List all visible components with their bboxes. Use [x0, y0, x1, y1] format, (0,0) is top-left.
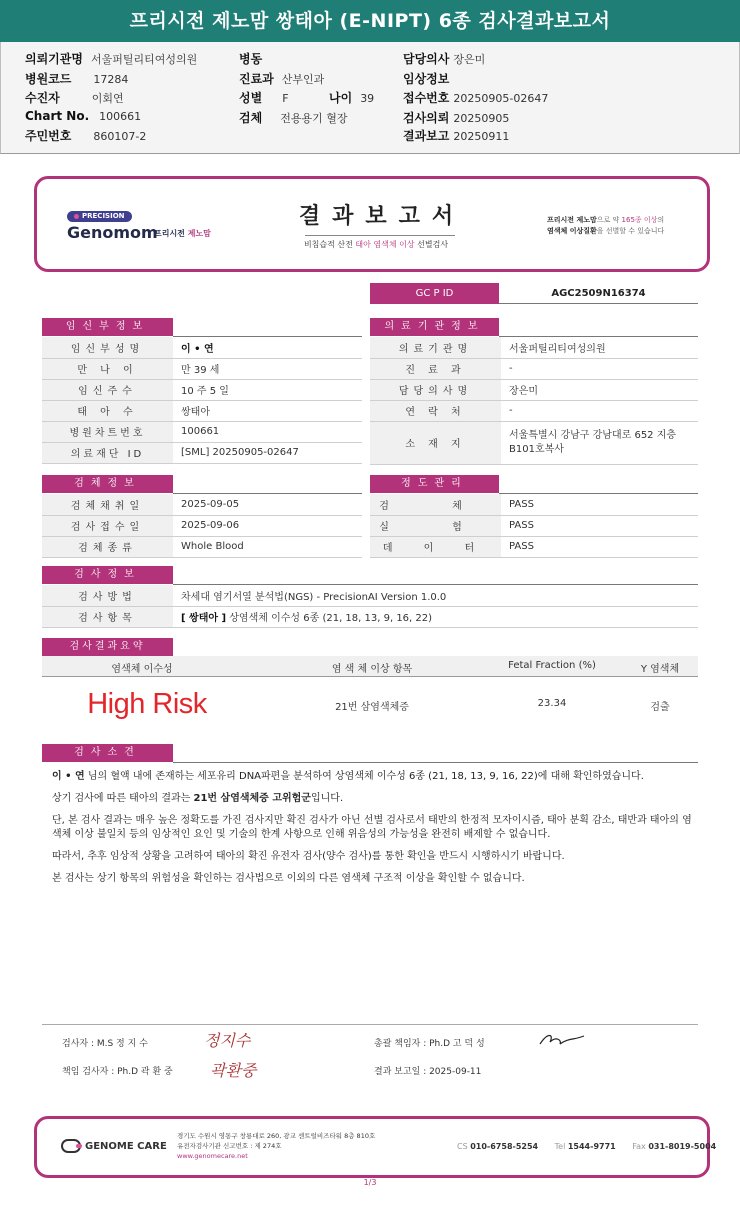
chart-no-field: [25, 109, 141, 129]
age-field: [329, 89, 374, 109]
finding-paragraph: [52, 792, 698, 806]
finding-p2-post: 입니다.: [310, 793, 344, 804]
right-note-post: 의: [657, 216, 665, 224]
right-note-line2-bold: 염색체 이상질환: [547, 227, 597, 235]
table-row: [370, 421, 698, 464]
col-y-chromosome: Y 염색체: [640, 664, 680, 675]
institution-label: 의뢰기관명: [25, 52, 83, 66]
summary-row: [42, 678, 698, 734]
tester-handwritten-signature: 정지수: [204, 1031, 251, 1050]
row-key: 담당의사명: [370, 379, 501, 400]
test-method: 차세대 염기서열 분석법(NGS) - PrecisionAI Version 1.0.0: [173, 585, 698, 606]
finding-paragraph: 따라서, 추후 임상적 상황을 고려하여 태아의 확진 유전자 검사(양수 검사)를 통한 확인을 반드시 시행하시기 바랍니다.: [52, 851, 565, 862]
fax-label: Fax: [632, 1142, 646, 1151]
tel-number: 1544-9771: [567, 1142, 616, 1151]
genomom-logo: Genomom: [67, 223, 158, 242]
table-row: [370, 515, 698, 536]
finding-p2-bold: 21번 삼염색체증 고위험군: [193, 793, 311, 804]
report-sub-post: 선별검사: [414, 240, 449, 249]
clinic-info-table: [370, 337, 698, 465]
hospital-code-value: 17284: [93, 73, 129, 86]
pregnant-info-table: [42, 337, 362, 464]
gcpid-value: AGC2509N16374: [499, 283, 698, 304]
table-row: [370, 337, 698, 358]
signature-rule: [42, 1024, 698, 1025]
table-row: [42, 337, 362, 358]
ward-field: [239, 50, 270, 70]
dept-field: [239, 70, 324, 90]
dept-value: 산부인과: [281, 73, 325, 86]
specimen-label: 검체: [239, 111, 263, 125]
row-value: 장은미: [501, 379, 698, 400]
abnormal-item: 21번 삼염색체증: [335, 702, 409, 713]
patient-field: [25, 89, 124, 109]
report-sub-hl: 태아 염색체 이상: [355, 240, 415, 249]
clinic-info-header: 의료기관정보: [370, 318, 499, 336]
qc-table: [370, 494, 698, 558]
finding-paragraph: 단, 본 검사 결과는 매우 높은 정확도를 가진 검사지만 확진 검사가 아닌 선별 검사로서 태반의 한정적 모자이시즘, 태아 분획 감소, 태반과 태아의 염색체 이상 불일치 등의 임상적인 요인 및 기술의 한계 사항으로 인해 위음성의 가능성을 완전히 배제할 수 없습니다.: [52, 815, 692, 840]
rrn-label: 주민번호: [25, 129, 72, 143]
sex-field: [239, 89, 289, 109]
genomom-logo-sub: [154, 228, 211, 239]
test-info-header: 검사정보: [42, 566, 173, 584]
row-value: Whole Blood: [173, 536, 362, 557]
test-item-text: 상염색체 이수성 6종 (21, 18, 13, 9, 16, 22): [226, 613, 433, 624]
hospital-code-label: 병원코드: [25, 72, 72, 86]
director-handwritten-signature: 곽환중: [210, 1061, 257, 1080]
test-item-bold: [ 쌍태아 ]: [181, 613, 227, 624]
table-row: [42, 442, 362, 463]
cs-number: 010-6758-5254: [470, 1142, 539, 1151]
rrn-field: [25, 127, 146, 147]
receipt-label: 접수번호: [403, 91, 450, 105]
row-key: 병원차트번호: [42, 421, 173, 442]
row-value: 2025-09-05: [173, 494, 362, 515]
institution-value: 서울퍼틸리티여성의원: [90, 53, 198, 66]
patient-info-panel: [0, 42, 740, 154]
report-date-signature: 결과 보고일 : 2025-09-11: [374, 1067, 482, 1077]
clinical-field: [403, 70, 457, 90]
section-rule: [173, 762, 698, 763]
precision-pill-text: PRECISION: [82, 212, 125, 220]
row-key: 임신부성명: [42, 337, 173, 358]
finding-p1: 님의 혈액 내에 존재하는 세포유리 DNA파편을 분석하여 상염색체 이수성 6종 (21, 18, 13, 9, 16, 22)에 대해 확인하였습니다.: [84, 771, 644, 782]
row-key: 검체채취일: [42, 494, 173, 515]
sex-value: F: [282, 92, 289, 105]
col-fetal-fraction: Fetal Fraction (%): [508, 660, 596, 671]
report-title: 결과보고서: [298, 204, 466, 229]
test-info-table: [42, 585, 698, 628]
row-key: 의료기관명: [370, 337, 501, 358]
table-row: [42, 494, 362, 515]
pregnant-info-header: 임신부정보: [42, 318, 173, 336]
precision-pill: [67, 211, 132, 222]
logo-sub-hl: 제노맘: [187, 229, 211, 238]
dot-icon: [74, 214, 79, 219]
table-row: [42, 400, 362, 421]
patient-label: 수진자: [25, 91, 60, 105]
table-row: [370, 400, 698, 421]
right-note-pre: 으로 약: [596, 216, 622, 224]
row-key: 만 나 이: [42, 358, 173, 379]
logo-sub-pre: 프리시전: [154, 229, 188, 238]
specimen-info-table: [42, 494, 362, 558]
director-signature: 책임 검사자 : Ph.D 곽 환 중: [62, 1067, 173, 1077]
report-sub-pre: 비침습적 산전: [303, 240, 356, 249]
row-key: 진 료 과: [370, 358, 501, 379]
row-value: 쌍태아: [173, 400, 362, 421]
row-value: [501, 421, 698, 464]
institution-field: [25, 50, 197, 70]
clinical-label: 임상정보: [403, 72, 450, 86]
table-row: [370, 379, 698, 400]
request-label: 검사의뢰: [403, 111, 450, 125]
address-line-1: 서울특별시 강남구 강남대로 652 지층: [509, 429, 677, 441]
dept-label: 진료과: [239, 72, 274, 86]
finding-patient-name: 이 • 연: [52, 771, 85, 782]
summary-table-header: [42, 656, 698, 677]
table-row: [42, 606, 698, 627]
right-note-hl: 165종 이상: [621, 216, 658, 224]
footer-contact: [457, 1142, 730, 1151]
genome-care-logo-icon: [61, 1139, 81, 1153]
row-value: PASS: [501, 515, 698, 536]
row-key: 검사방법: [42, 585, 173, 606]
tel-label: Tel: [554, 1142, 566, 1151]
row-value: -: [501, 400, 698, 421]
request-field: [403, 109, 509, 129]
doctor-field: [403, 50, 485, 70]
row-value: [SML] 20250905-02647: [173, 442, 362, 463]
table-row: [370, 536, 698, 557]
tester-signature: 검사자 : M.S 정 지 수: [62, 1039, 148, 1049]
hospital-code-field: [25, 70, 128, 90]
row-value: 2025-09-06: [173, 515, 362, 536]
footer-address-line-1: 경기도 수원시 영통구 창룡대로 260, 광교 센트럴비즈타워 8층 810호: [177, 1132, 376, 1140]
footer-url: www.genomecare.net: [177, 1152, 248, 1160]
row-value: PASS: [501, 494, 698, 515]
chart-no-value: 100661: [99, 110, 142, 123]
sex-label: 성별: [239, 91, 263, 105]
row-value: 만 39 세: [173, 358, 362, 379]
row-key: 소 재 지: [370, 421, 501, 464]
request-value: 20250905: [453, 112, 510, 125]
table-row: [42, 585, 698, 606]
doctor-label: 담당의사: [403, 52, 450, 66]
report-date-label: 결과보고: [403, 129, 450, 143]
finding-p2-pre: 상기 검사에 따른 태아의 결과는: [52, 793, 194, 804]
findings-header: 검사소견: [42, 744, 173, 762]
report-date-field: [403, 127, 509, 147]
row-value: 10 주 5 일: [173, 379, 362, 400]
row-key: 검사접수일: [42, 515, 173, 536]
qc-header: 정도관리: [370, 475, 499, 493]
specimen-field: [239, 109, 347, 129]
chart-no-label: Chart No.: [25, 109, 90, 123]
row-key: 검체종류: [42, 536, 173, 557]
footer-address-line-2: 유전자검사기관 신고번호 : 제 274호: [177, 1142, 282, 1150]
row-value: 100661: [173, 421, 362, 442]
finding-paragraph: [52, 770, 698, 784]
ward-label: 병동: [239, 52, 263, 66]
table-row: [42, 536, 362, 557]
col-abnormal-item: 염 색 체 이상 항목: [331, 664, 413, 675]
cs-label: CS: [457, 1142, 468, 1151]
genome-care-logo-text: GENOME CARE: [85, 1141, 167, 1152]
row-key: 검사항목: [42, 606, 173, 627]
risk-result: High Risk: [87, 688, 207, 720]
report-right-note: [547, 215, 697, 237]
age-label: 나이: [329, 91, 353, 105]
fetal-fraction: 23.34: [537, 698, 567, 709]
page-number: 1/3: [363, 1178, 377, 1187]
row-value: 서울퍼틸리티여성의원: [501, 337, 698, 358]
table-row: [42, 358, 362, 379]
row-value: [173, 337, 362, 358]
summary-header: 검사결과요약: [42, 638, 173, 656]
row-key: 검 체: [370, 494, 501, 515]
report-subtitle: [251, 239, 501, 250]
row-key: 연 락 처: [370, 400, 501, 421]
table-row: [42, 421, 362, 442]
test-item: [173, 606, 698, 627]
table-row: [370, 494, 698, 515]
gcpid-label: GC P ID: [370, 283, 499, 304]
findings-text: [52, 770, 698, 894]
genome-care-logo: [61, 1139, 167, 1153]
table-row: [370, 358, 698, 379]
specimen-info-header: 검체정보: [42, 475, 173, 493]
fax-number: 031-8019-5004: [648, 1142, 717, 1151]
report-date-value: 20250911: [453, 130, 510, 143]
row-value: -: [501, 358, 698, 379]
row-key: 데 이 터: [370, 536, 501, 557]
col-aneuploidy: 염색체 이수성: [111, 664, 173, 675]
table-row: [42, 379, 362, 400]
row-key: 태 아 수: [42, 400, 173, 421]
y-chromosome: 검출: [650, 702, 670, 713]
chief-signature-scribble: [538, 1030, 586, 1050]
row-key: 실 험: [370, 515, 501, 536]
chief-signature: 총괄 책임자 : Ph.D 고 덕 성: [374, 1039, 485, 1049]
receipt-value: 20250905-02647: [453, 92, 549, 105]
age-value: 39: [360, 92, 375, 105]
receipt-field: [403, 89, 548, 109]
table-row: [42, 515, 362, 536]
address-line-2: B101호복사: [509, 443, 564, 455]
specimen-value: 전용용기 혈장: [280, 112, 348, 125]
row-value: PASS: [501, 536, 698, 557]
row-key: 의료재단 ID: [42, 442, 173, 463]
right-note-line2: 을 선별할 수 있습니다: [596, 227, 665, 235]
page-title: 프리시전 제노맘 쌍태아 (E-NIPT) 6종 검사결과보고서: [0, 0, 740, 42]
footer-box: [34, 1116, 717, 1178]
patient-value: 이회연: [91, 92, 124, 105]
pregnant-name: 이 • 연: [181, 343, 214, 355]
finding-paragraph: 본 검사는 상기 항목의 위험성을 확인하는 검사법으로 이외의 다른 염색체 구조적 이상을 확인할 수 없습니다.: [52, 873, 525, 884]
title-underline: [305, 235, 455, 236]
rrn-value: 860107-2: [93, 130, 147, 143]
doctor-value: 장은미: [453, 53, 486, 66]
right-note-bold: 프리시전 제노맘: [547, 216, 597, 224]
row-key: 임신주수: [42, 379, 173, 400]
footer-address: [177, 1131, 375, 1161]
report-header-box: [34, 176, 710, 272]
